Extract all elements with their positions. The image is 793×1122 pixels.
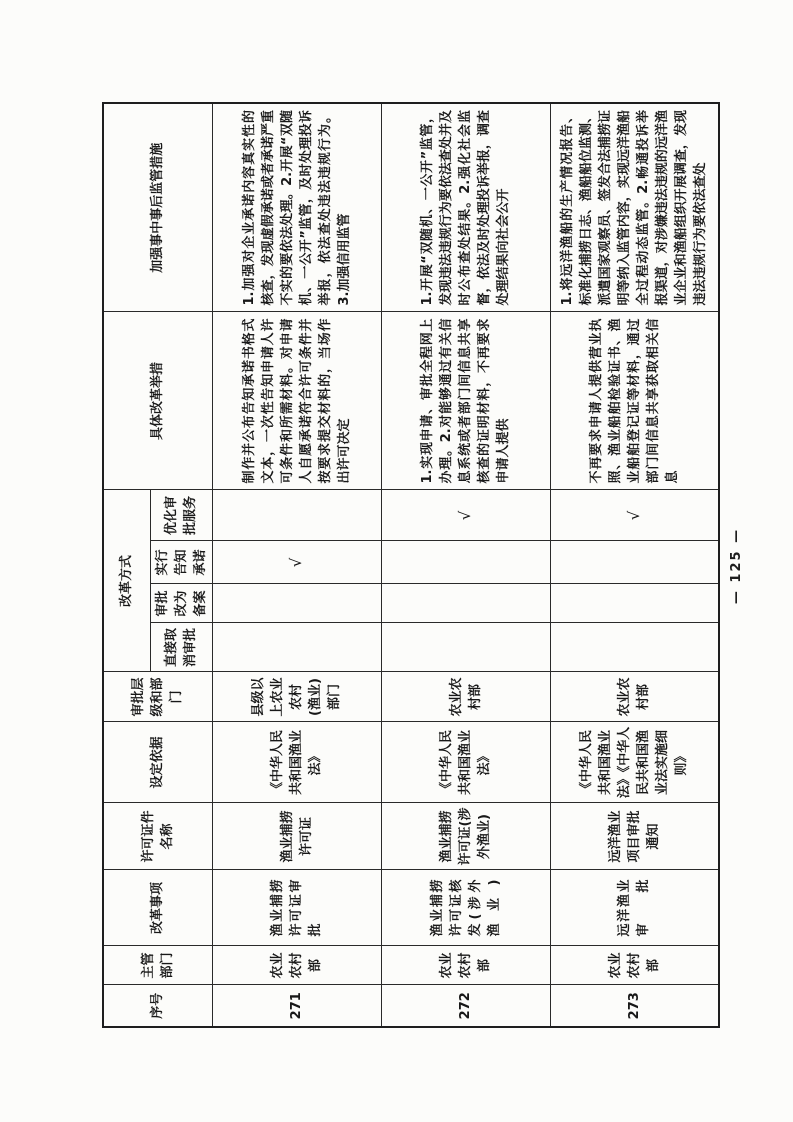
cell-approval-level: 农业农村部 xyxy=(550,672,719,722)
cell-mode-cancel xyxy=(212,623,381,672)
cell-reform-item: 远洋渔业审批 xyxy=(550,870,719,946)
cell-mode-cancel xyxy=(550,623,719,672)
cell-mode-commitment-checkmark: √ xyxy=(212,541,381,584)
table-row-273 xyxy=(550,103,719,1027)
cell-mode-optimize-checkmark: √ xyxy=(550,490,719,541)
cell-legal-basis: 《中华人民共和国渔业法》《中华人民共和国渔业法实施细则》 xyxy=(550,722,719,803)
cell-reform-item: 渔业捕捞许可证核发(涉外渔业) xyxy=(381,870,550,946)
cell-measures: 制作并公布告知承诺书格式文本，一次性告知申请人许可条件和所需材料。对申请人自愿承诺符合许可条件并按要求提交材料的，当场作出许可决定 xyxy=(212,312,381,490)
cell-mode-record xyxy=(212,584,381,623)
cell-supervision: 1.加强对企业承诺内容真实性的核查，发现虚假承诺或者承诺严重不实的要依法处理。2.开展“双随机、一公开”监管，及时处理投诉举报，依法查处违法违规行为。3.加强信用监管 xyxy=(212,103,381,312)
cell-legal-basis: 《中华人民共和国渔业法》 xyxy=(212,722,381,803)
table-row-272 xyxy=(381,103,550,1027)
cell-seq: 273 xyxy=(550,985,719,1027)
cell-department: 农业农村部 xyxy=(212,946,381,985)
col-header-approval-level: 审批层级和部门 xyxy=(103,672,212,722)
cell-mode-optimize xyxy=(212,490,381,541)
cell-mode-record xyxy=(381,584,550,623)
cell-mode-cancel xyxy=(381,623,550,672)
cell-department: 农业农村部 xyxy=(550,946,719,985)
cell-department: 农业农村部 xyxy=(381,946,550,985)
col-header-cancel-approval: 直接取消审批 xyxy=(150,623,212,672)
col-header-permit-name: 许可证件名称 xyxy=(103,803,212,870)
table-row-271 xyxy=(212,103,381,1027)
cell-approval-level: 农业农村部 xyxy=(381,672,550,722)
col-header-change-to-record: 审批改为备案 xyxy=(150,584,212,623)
col-header-measures: 具体改革举措 xyxy=(103,312,212,490)
col-header-legal-basis: 设定依据 xyxy=(103,722,212,803)
page-number: — 125 — xyxy=(729,527,744,605)
col-header-reform-mode: 改革方式 xyxy=(103,490,150,672)
cell-supervision: 1.开展“双随机、一公开”监管，发现违法违规行为要依法查处并及时公布查处结果。2.强化社会监督，依法及时处理投诉举报，调查处理结果向社会公开 xyxy=(381,103,550,312)
header-row-main xyxy=(103,103,150,1027)
cell-seq: 271 xyxy=(212,985,381,1027)
rotated-landscape-stage xyxy=(102,104,744,1028)
cell-mode-optimize-checkmark: √ xyxy=(381,490,550,541)
col-header-notification-commitment: 实行告知承诺 xyxy=(150,541,212,584)
cell-mode-commitment xyxy=(550,541,719,584)
cell-measures: 1.实现申请、审批全程网上办理。2.对能够通过有关信息系统或者部门间信息共享核查的证明材料，不再要求申请人提供 xyxy=(381,312,550,490)
col-header-seq: 序号 xyxy=(103,985,212,1027)
cell-reform-item: 渔业捕捞许可证审批 xyxy=(212,870,381,946)
cell-measures: 不再要求申请人提供营业执照、渔业船舶检验证书、渔业船舶登记证等材料，通过部门间信息共享获取相关信息 xyxy=(550,312,719,490)
cell-mode-record xyxy=(550,584,719,623)
col-header-department: 主管部门 xyxy=(103,946,212,985)
cell-mode-commitment xyxy=(381,541,550,584)
col-header-optimize-service: 优化审批服务 xyxy=(150,490,212,541)
col-header-supervision: 加强事中事后监管措施 xyxy=(103,103,212,312)
cell-seq: 272 xyxy=(381,985,550,1027)
cell-permit-name: 远洋渔业项目审批通知 xyxy=(550,803,719,870)
cell-legal-basis: 《中华人民共和国渔业法》 xyxy=(381,722,550,803)
cell-supervision: 1.将远洋渔船的生产情况报告、标准化捕捞日志、渔船船位监测、派遣国家观察员、签发合法捕捞证明等纳入监管内容，实现远洋渔船全过程动态监管。2.畅通投诉举报渠道，对涉嫌违法违规的远洋渔业企业和渔船组织开展调查，发现违法违规行为要依法查处 xyxy=(550,103,719,312)
cell-permit-name: 渔业捕捞许可证(涉外渔业) xyxy=(381,803,550,870)
cell-permit-name: 渔业捕捞许可证 xyxy=(212,803,381,870)
cell-approval-level: 县级以上农业农村(渔业)部门 xyxy=(212,672,381,722)
col-header-reform-item: 改革事项 xyxy=(103,870,212,946)
reform-items-table xyxy=(102,102,720,1028)
